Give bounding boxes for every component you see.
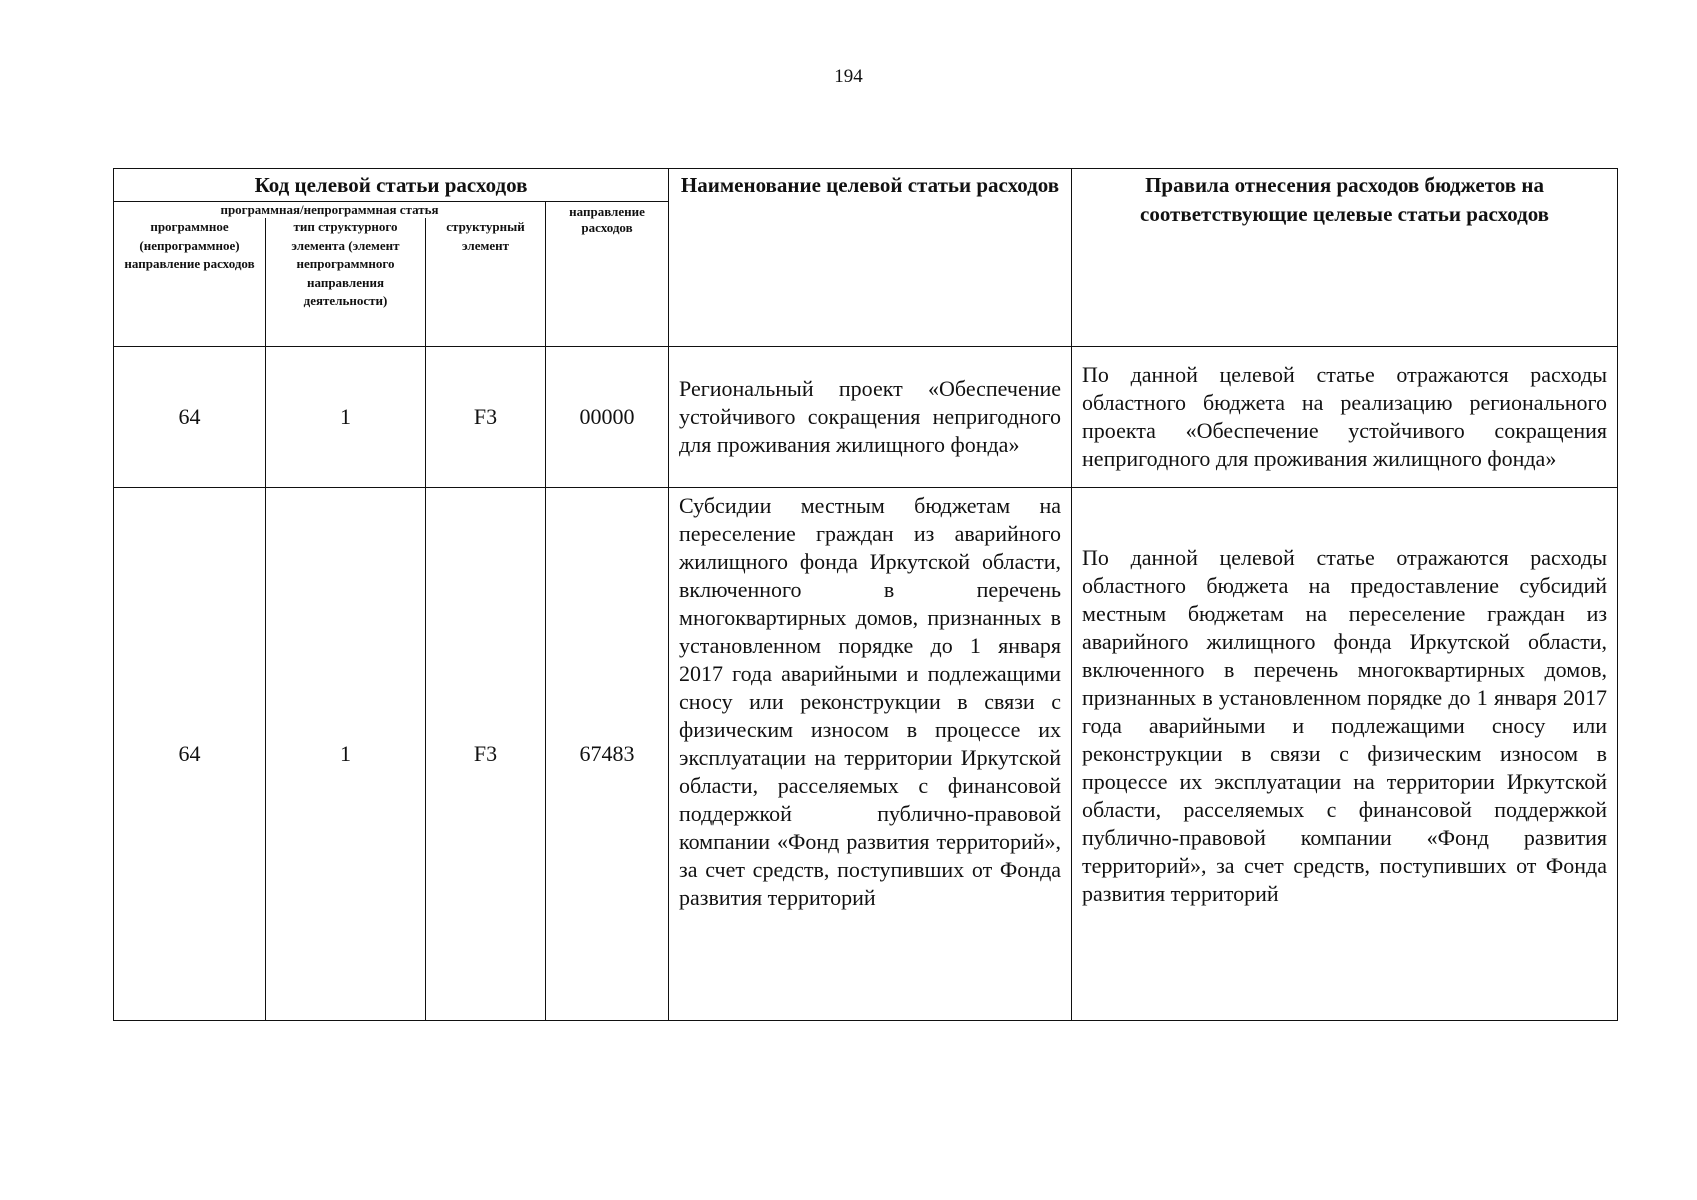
page-number: 194	[834, 66, 863, 87]
cell-type: 1	[266, 488, 426, 1021]
table-row	[114, 347, 1618, 488]
cell-rule: По данной целевой статье отражаются расходы областного бюджета на реализацию регионального проекта «Обеспечение устойчивого сокращения непригодного для проживания жилищного фонда»	[1072, 347, 1618, 488]
header-rules: Правила отнесения расходов бюджетов на соответствующие целевые статьи расходов	[1072, 169, 1618, 347]
header-struct-type: тип структурного элемента (элемент непрограммного направления деятельности)	[266, 218, 426, 347]
header-direction: направление расходов	[546, 202, 669, 347]
header-name: Наименование целевой статьи расходов	[669, 169, 1072, 347]
cell-type: 1	[266, 347, 426, 488]
cell-rule: По данной целевой статье отражаются расходы областного бюджета на предоставление субсидий местным бюджетам на переселение граждан из аварийного жилищного фонда Иркутской области, включенного в перечень многоквартирных домов, признанных в установленном порядке до 1 января 2017 года аварийными и подлежащими сносу или реконструкции в связи с физическим износом в процессе их эксплуатации на территории Иркутской области, расселяемых с финансовой поддержкой публично-правовой компании «Фонд развития территорий», за счет средств, поступивших от Фонда развития территорий	[1072, 488, 1618, 1021]
table-row	[114, 488, 1618, 1021]
budget-classification-table	[113, 168, 1618, 1021]
cell-prog: 64	[114, 347, 266, 488]
header-row-1	[114, 169, 1618, 202]
cell-prog: 64	[114, 488, 266, 1021]
cell-name: Субсидии местным бюджетам на переселение граждан из аварийного жилищного фонда Иркутской области, включенного в перечень многоквартирных домов, признанных в установленном порядке до 1 января 2017 года аварийными и подлежащими сносу или реконструкции в связи с физическим износом в процессе их эксплуатации на территории Иркутской области, расселяемых с финансовой поддержкой публично-правовой компании «Фонд развития территорий», за счет средств, поступивших от Фонда развития территорий	[669, 488, 1072, 1021]
cell-direction: 67483	[546, 488, 669, 1021]
cell-element: F3	[426, 488, 546, 1021]
cell-direction: 00000	[546, 347, 669, 488]
header-prog-direction: программное (непрограммное) направление расходов	[114, 218, 266, 347]
header-prog-group: программная/непрограммная статья	[114, 202, 546, 219]
header-code-title: Код целевой статьи расходов	[114, 169, 669, 202]
header-struct-element: структурный элемент	[426, 218, 546, 347]
cell-name: Региональный проект «Обеспечение устойчивого сокращения непригодного для проживания жилищного фонда»	[669, 347, 1072, 488]
cell-element: F3	[426, 347, 546, 488]
